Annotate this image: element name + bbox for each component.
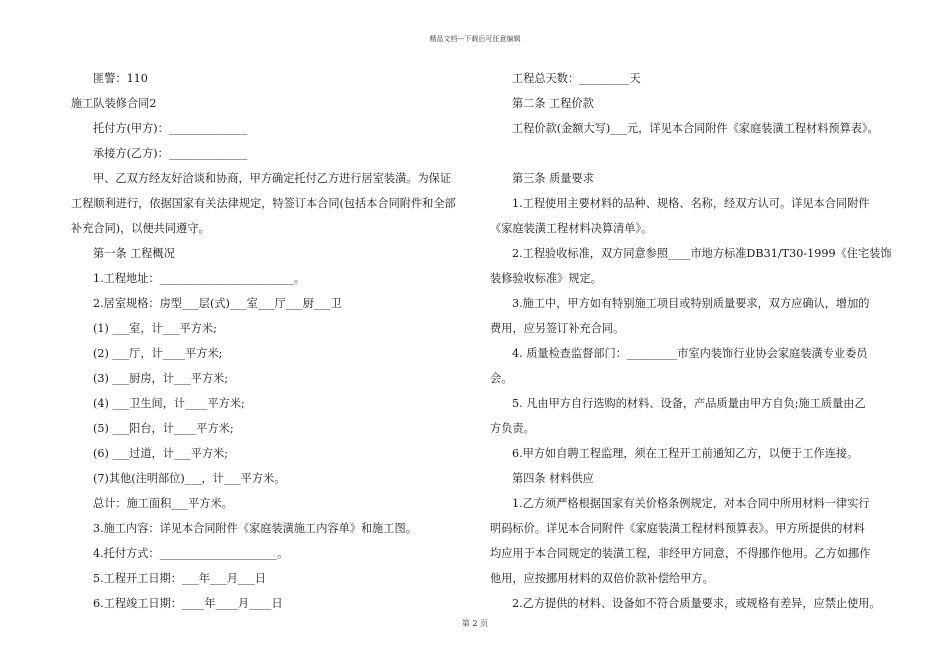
text-line: 2.乙方提供的材料、设备如不符合质量要求，或规格有差异，应禁止使用。 xyxy=(512,597,881,610)
text-line: 会。 xyxy=(490,372,513,385)
text-line: 均应用于本合同规定的装潢工程，非经甲方同意，不得挪作他用。乙方如挪作 xyxy=(490,547,871,560)
text-line: 3.施工中，甲方如有特别施工项目或特别质量要求，双方应确认，增加的 xyxy=(512,297,870,310)
text-line: 工程顺利进行，依据国家有关法律规定，特签订本合同(包括本合同附件和全部 xyxy=(71,197,456,210)
text-line: (3) ___厨房，计___平方米; xyxy=(93,372,229,385)
text-line: 总计：施工面积___平方米。 xyxy=(93,497,233,510)
text-line: 装修验收标准》规定。 xyxy=(490,272,602,285)
page-header: 精品文档---下载后可任意编辑 xyxy=(429,35,521,43)
text-line: 他用，应按挪用材料的双倍价款补偿给甲方。 xyxy=(490,572,714,585)
text-line xyxy=(512,141,882,166)
page-number: 第 2 页 xyxy=(461,619,489,628)
text-line: 1.工程地址：________________________。 xyxy=(93,272,306,285)
text-line: 6.工程竣工日期：____年____月____日 xyxy=(93,597,283,610)
text-line: 第一条 工程概况 xyxy=(93,247,175,260)
text-line: 方负责。 xyxy=(490,422,535,435)
text-line: 补充合同)，以便共同遵守。 xyxy=(71,222,210,235)
text-line: 托付方(甲方)：______________ xyxy=(93,122,248,135)
text-line: 工程总天数：_________天 xyxy=(512,72,641,85)
text-line: 3.施工内容：详见本合同附件《家庭装潢施工内容单》和施工图。 xyxy=(93,522,417,535)
text-line: 6.甲方如自聘工程监理，须在工程开工前通知乙方，以便于工作连接。 xyxy=(512,447,859,460)
text-line: 2.工程验收标准，双方同意参照____市地方标准DB31/T30-1999《住宅装饰 xyxy=(512,247,892,260)
text-line: 4. 质量检查监督部门：_________市室内装饰行业协会家庭装潢专业委员 xyxy=(512,347,868,360)
text-line: 5.工程开工日期：___年___月___日 xyxy=(93,572,266,585)
text-line: 承接方(乙方)：______________ xyxy=(93,147,248,160)
text-line: 第四条 材料供应 xyxy=(512,472,594,485)
text-line: 甲、乙双方经友好洽谈和协商，甲方确定托付乙方进行居室装潢。为保证 xyxy=(93,172,452,185)
text-line: (1) ___室，计___平方米; xyxy=(93,322,217,335)
text-line: 工程价款(金额大写)___元，详见本合同附件《家庭装潢工程材料预算表》。 xyxy=(512,122,879,135)
text-line: (4) ___卫生间，计____平方米; xyxy=(93,397,245,410)
text-line: 匪警：110 xyxy=(93,72,148,85)
text-line: 《家庭装潢工程材料决算清单》。 xyxy=(490,222,653,235)
text-line: (6) ___过道，计___平方米; xyxy=(93,447,229,460)
text-line: 1.乙方须严格根据国家有关价格条例规定，对本合同中所用材料一律实行 xyxy=(512,497,870,510)
text-line: (7)其他(注明部位)___，计___平方米。 xyxy=(93,472,286,485)
right-column xyxy=(490,66,892,616)
text-line: (5) ___阳台，计____平方米; xyxy=(93,422,234,435)
text-line: 明码标价。详见本合同附件《家庭装潢工程材料预算表》。甲方所提供的材料 xyxy=(490,522,865,535)
text-line: (2) ___厅，计____平方米; xyxy=(93,347,223,360)
left-column xyxy=(71,66,456,616)
text-line: 费用，应另签订补充合同。 xyxy=(490,322,625,335)
text-line: 第三条 质量要求 xyxy=(512,172,594,185)
text-line: 施工队装修合同2 xyxy=(71,97,157,110)
text-line: 5. 凡由甲方自行选购的材料、设备，产品质量由甲方自负;施工质量由乙 xyxy=(512,397,866,410)
text-line: 2.居室规格：房型___层(式)___室___厅___厨___卫 xyxy=(93,297,342,310)
text-line: 第二条 工程价款 xyxy=(512,97,594,110)
text-line: 4.托付方式：_____________________。 xyxy=(93,547,289,560)
text-line: 1.工程使用主要材料的品种、规格、名称，经双方认可。详见本合同附件 xyxy=(512,197,870,210)
